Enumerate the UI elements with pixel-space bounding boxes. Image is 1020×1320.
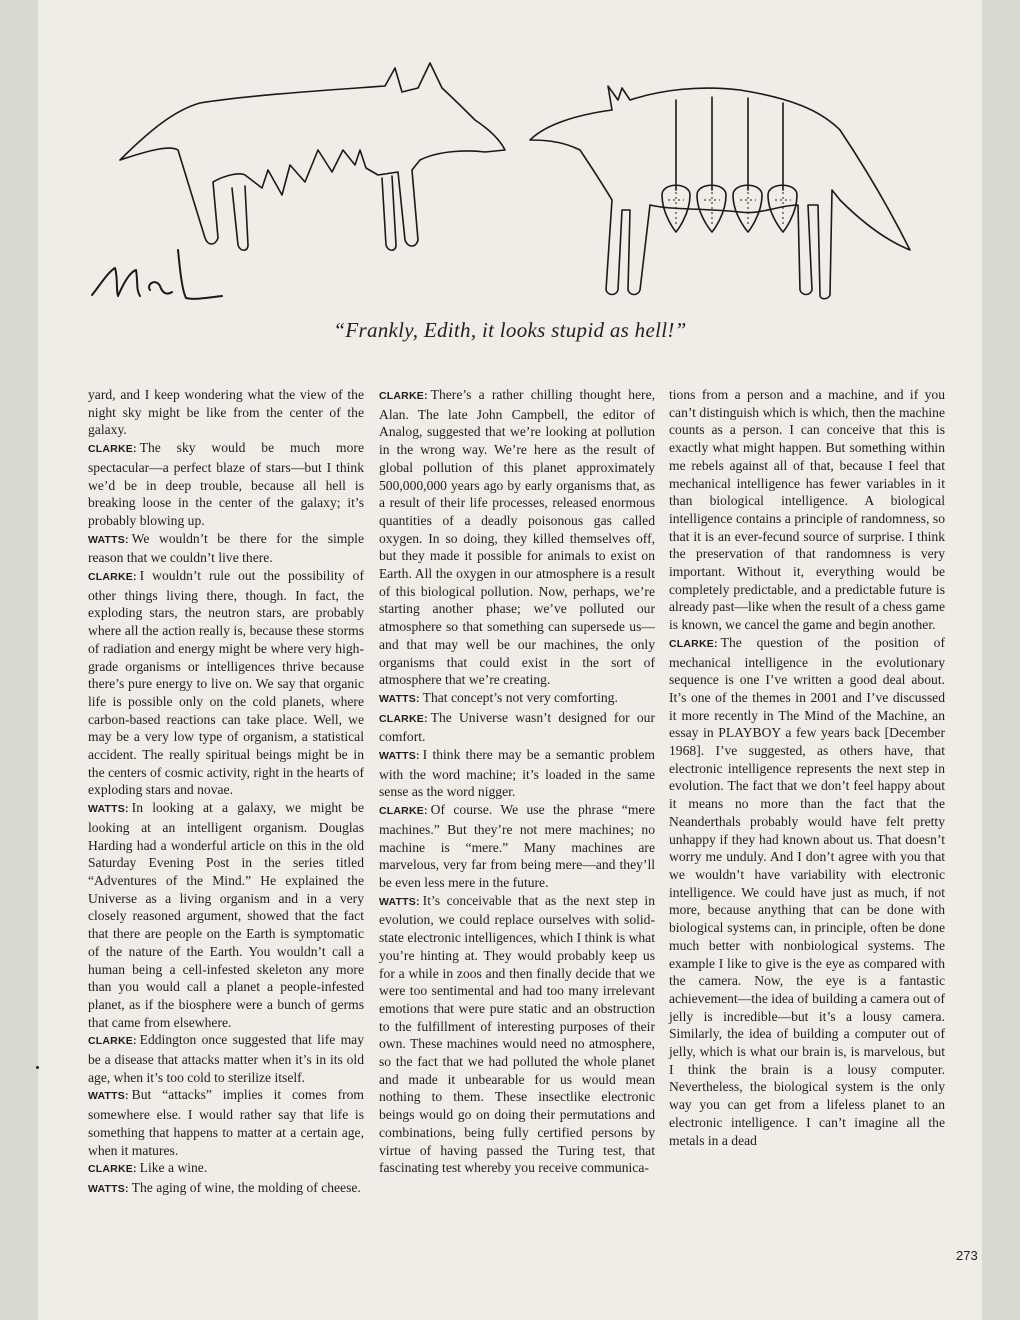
paragraph [88,1179,364,1199]
paragraph-text: Of course. We use the phrase “mere machines.” But they’re not mere machines; no machine is “mere.” Many machines are marvelous, very far from being mere—and they’ll be even less mere in the future. [379,802,655,890]
paragraph [379,709,655,746]
paragraph [88,567,364,799]
page-number: 273 [956,1248,978,1263]
paragraph-text: But “attacks” implies it comes from somewhere else. I would rather say that life is something that happens to matter at a certain age, when it matures. [88,1087,364,1158]
paragraph [669,386,945,634]
paragraph-text: We wouldn’t be there for the simple reason that we couldn’t live there. [88,530,364,566]
paragraph-text: tions from a person and a machine, and if you can’t distinguish which is which, then the machine counts as a person. I can conceive that this is exactly what might happen. But something within me rebels against all of that, because I feel that mechanical intelligence has fewer variables in it than biological intelligence. A biological intelligence contains a principle of randomness, so that it is an ever-fecund source of surprise. I think the preservation of that randomness is very important. Without it, everything would be completely predictable, and a predictable future is already past—like when the result of a chess game is known, we cancel the game and begin another. [669,387,945,633]
speaker-label: CLARKE: [88,443,137,456]
margin-mark [36,1066,39,1069]
paragraph [379,689,655,709]
left-fox-drawing [120,63,505,246]
artist-signature [92,250,222,299]
paragraph-text: I wouldn’t rule out the possibility of other things living there, though. In fact, the exploding stars, the neutron stars, are probably where all the action really is, because these storms of radiation and energy might be where very high-grade organisms or intelligences thrive because there’s pure energy to live on. We say that organic life is possible only on the cold planets, where carbon-based reactions can take place. Well, we may be a very low type of organism, a statistical accident. The really spiritual beings might be in the centers of cosmic activity, right in the hearts of exploding stars and novae. [88,568,364,798]
speaker-label: CLARKE: [88,571,137,584]
paragraph-text: In looking at a galaxy, we might be looking at an intelligent organism. Douglas Harding had a wonderful article on this in the old Saturday Evening Post in the series titled “Adventures of the Mind.” He explained the Universe as a living organism and in a very closely reasoned argument, showed that the fact that there are people on the Earth is symptomatic of the nature of the Earth. You wouldn’t call a human being a cell-infested skeleton any more than you would call a planet a people-infested planet, as if the biosphere were a bunch of germs that came from elsewhere. [88,800,364,1030]
paragraph-text: The Universe wasn’t designed for our comfort. [379,709,655,745]
paragraph [88,1031,364,1086]
speaker-label: CLARKE: [379,805,428,818]
speaker-label: CLARKE: [88,1163,137,1176]
speaker-label: CLARKE: [669,637,718,650]
paragraph-text: There’s a rather chilling thought here, Alan. The late John Campbell, the editor of Analog, suggested that we’re looking at pollution in the wrong way. We’re here as the result of global pollution of this planet approximately 500,000,000 years ago by early organisms that, as a result of their life processes, released enormous quantities of a deadly poisonous gas called oxygen. In so doing, they killed themselves off, but they made it possible for animals to exist on Earth. All the oxygen in our atmosphere is a result of this biological pollution. Now, perhaps, we’re starting another phase; we’ve polluted our atmosphere so that something can supersede us—and that may well be our machines, the only organisms that could exist in the sort of atmosphere that we’re creating. [379,387,655,688]
speaker-label: WATTS: [88,803,129,816]
speaker-label: WATTS: [88,533,129,546]
speaker-label: CLARKE: [379,390,428,402]
speaker-label: WATTS: [88,1182,129,1195]
paragraph-text: It’s conceivable that as the next step in evolution, we could replace ourselves with solid-state electronic intelligences, which I think is what you’re hinting at. They would probably keep us for a while in zoos and then finally decide that we were too sentimental and had too many irrelevant emotions that were pure static and an obstruction to the fulfillment of interesting purposes of their own. These machines would need no atmosphere, so the fact that we had polluted the whole planet and made it unbearable for us would mean nothing to them. These insectlike electronic beings would go on doing their permutations and combinations, being fully certified persons by virtue of having passed the Turing test, that fascinating test whereby you receive communica- [379,892,655,1176]
paragraph-text: The aging of wine, the molding of cheese. [131,1179,361,1195]
speaker-label: CLARKE: [379,712,428,725]
cartoon-illustration [38,0,982,310]
paragraph [379,892,655,1177]
paragraph [379,386,655,689]
paragraph [88,1086,364,1159]
paragraph-text: That concept’s not very comforting. [422,689,618,705]
paragraph [88,799,364,1031]
right-fox-drawing [530,86,910,299]
text-column-1 [88,386,364,1199]
paragraph [669,634,945,1149]
paragraph [88,439,364,530]
paragraph-text: I think there may be a semantic problem with the word machine; it’s loaded in the same sense as the word nigger. [379,747,655,800]
paragraph [379,801,655,892]
paragraph [379,746,655,801]
paragraph [88,530,364,567]
speaker-label: CLARKE: [88,1035,137,1048]
paragraph-text: Like a wine. [139,1160,208,1176]
paragraph [88,1159,364,1179]
paragraph-text: The sky would be much more spectacular—a perfect blaze of stars—but I think we’d be in deep trouble, because all hell is breaking loose in the center of the galaxy; it’s probably blowing up. [88,440,364,528]
cartoon-caption: “Frankly, Edith, it looks stupid as hell!” [333,318,687,342]
speaker-label: WATTS: [88,1090,129,1103]
text-column-3 [669,386,945,1149]
speaker-label: WATTS: [379,692,420,705]
paragraph-text: Eddington once suggested that life may be a disease that attacks matter when it’s in its old age, when it’s too cold to sterilize itself. [88,1032,364,1085]
paragraph-text: The question of the position of mechanical intelligence in the evolutionary sequence is one I’ve written a good deal about. It’s one of the themes in 2001 and I’ve discussed it more recently in The Mind of the Machine, an essay in PLAYBOY a few years back [December 1968]. I’ve suggested, as others have, that electronic intelligence represents the next step in evolution. The fact that we don’t feel happy about it means no more than the fact that the Neanderthals probably would have felt pretty unhappy if they had known about us. That doesn’t worry me unduly. And I don’t agree with you that we wouldn’t have variability with electronic intelligence. We could have just as much, if not more, because anything that can be done with biological systems can, in principle, often be done much better with nonbiological systems. The example I like to give is the eye as compared with the camera. Now, the eye is a fantastic achievement—the idea of building a camera out of jelly is incredible—but it’s a lousy camera. Similarly, the idea of building a computer out of jelly, which is what our brain is, is marvelous, but I think the brain is a lousy computer. Nevertheless, the biological system is the only way you can get from a lifeless planet to an electronic intelligence. I can’t imagine all the metals in a dead [669,634,945,1148]
paragraph-text: yard, and I keep wondering what the view of the night sky might be like from the center of the galaxy. [88,387,364,438]
speaker-label: WATTS: [379,750,420,763]
text-column-2 [379,386,655,1177]
paragraph [88,386,364,439]
speaker-label: WATTS: [379,895,420,908]
